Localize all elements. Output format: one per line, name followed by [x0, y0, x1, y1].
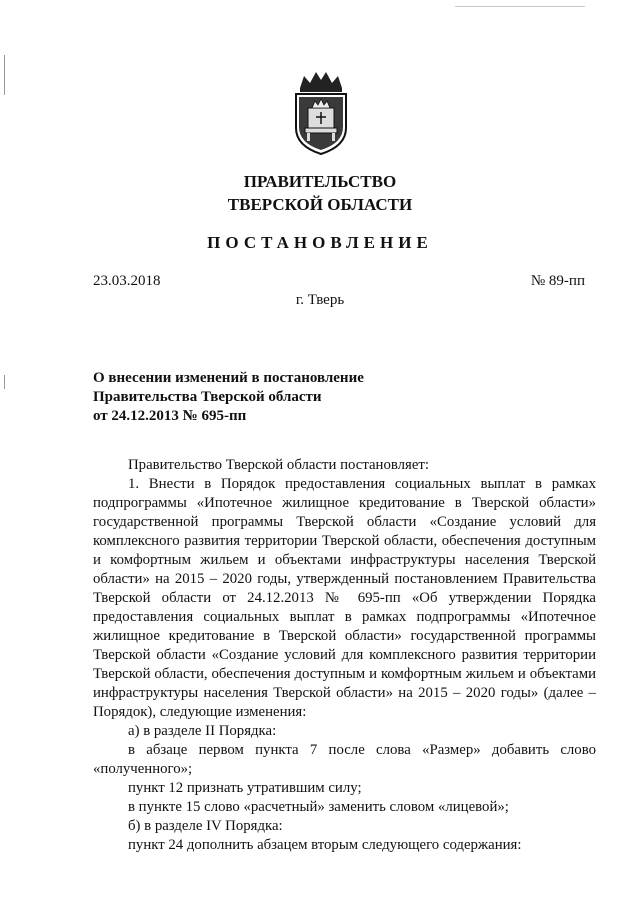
org-name-line2: ТВЕРСКОЙ ОБЛАСТИ [227, 195, 413, 214]
scan-artifact-left-lower [4, 375, 5, 389]
org-name-line1: ПРАВИТЕЛЬСТВО [243, 172, 397, 191]
body-paragraph: 1. Внести в Порядок предоставления социальных выплат в рамках подпрограммы «Ипотечное жилищное кредитование в Тверской области» государственной программы Тверской области «Создание условий для комплексного развития территории Тверской области, обеспечения доступным и комфортным жильем и объектами инфраструктуры населения Тверской области» на 2015 – 2020 годы, утвержденный постановлением Правительства Тверской области от 24.12.2013 № 695-пп «Об утверждении Порядка предоставления социальных выплат в рамках подпрограммы «Ипотечное жилищное кредитование в Тверской области» государственной программы Тверской области «Создание условий для комплексного развития территории Тверской области, обеспечения доступным и комфортным жильем и объектами инфраструктуры населения Тверской области» на 2015 – 2020 годы» (далее – Порядок), следующие изменения: [93, 476, 596, 720]
body-paragraph: Правительство Тверской области постановляет: [128, 457, 430, 473]
subject-line2: Правительства Тверской области [93, 389, 322, 405]
document-city: г. Тверь [295, 292, 345, 308]
document-number: № 89-пп [530, 273, 585, 289]
body-paragraph: в абзаце первом пункта 7 после слова «Размер» добавить слово «полученного»; [93, 742, 596, 777]
scan-artifact-top [455, 6, 585, 7]
body-paragraph: пункт 24 дополнить абзацем вторым следующего содержания: [128, 837, 522, 853]
document-type: ПОСТАНОВЛЕНИЕ [207, 233, 433, 252]
document-subject [93, 369, 413, 426]
tver-coat-of-arms-icon [290, 66, 352, 156]
body-paragraph: а) в разделе II Порядка: [128, 723, 277, 739]
document-body [93, 456, 596, 855]
subject-line1: О внесении изменений в постановление [93, 370, 364, 386]
document-date: 23.03.2018 [93, 273, 161, 289]
scan-artifact-left [4, 55, 5, 95]
subject-line3: от 24.12.2013 № 695-пп [93, 408, 247, 424]
body-paragraph: пункт 12 признать утратившим силу; [128, 780, 362, 796]
body-paragraph: в пункте 15 слово «расчетный» заменить словом «лицевой»; [128, 799, 509, 815]
body-paragraph: б) в разделе IV Порядка: [128, 818, 283, 834]
